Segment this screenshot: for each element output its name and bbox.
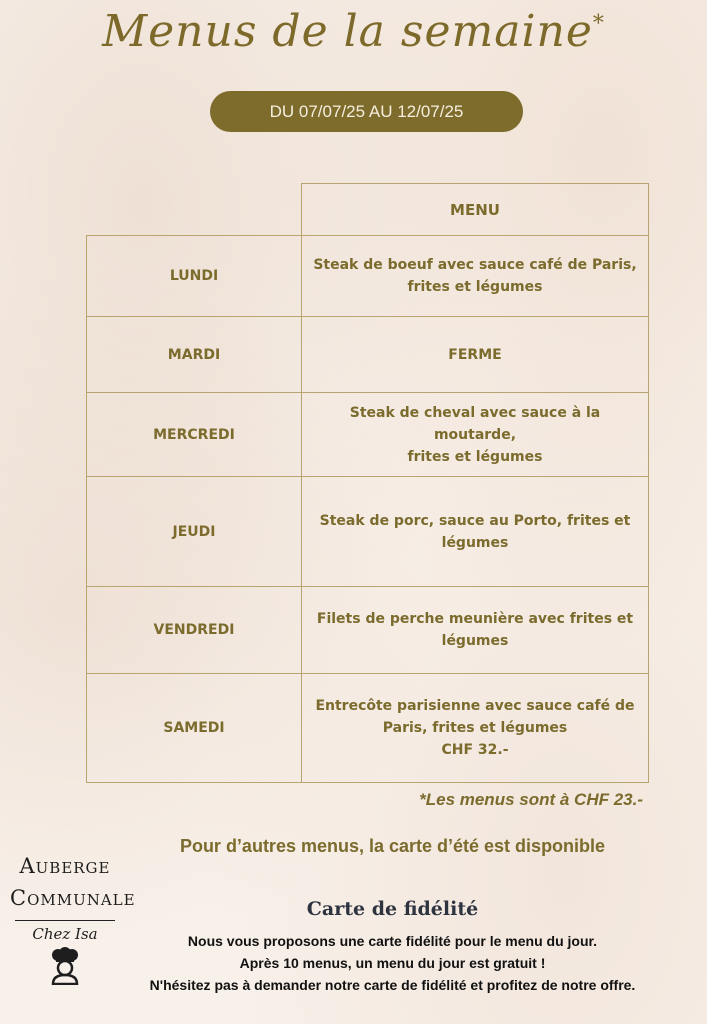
day-cell: MERCREDI (87, 393, 302, 477)
logo-divider (15, 920, 115, 921)
table-row (87, 236, 649, 317)
menu-cell: FERME (302, 317, 649, 393)
logo-line-auberge: Auberge (19, 854, 111, 878)
logo-line-communale: Communale (10, 886, 136, 910)
weekly-menu-table (86, 183, 649, 783)
loyalty-card-text: Nous vous proposons une carte fidélité pour le menu du jour. Après 10 menus, un menu du jour est gratuit ! N'hésitez pas à demander notre carte de fidélité et profitez de notre offre. (149, 933, 636, 993)
day-cell: SAMEDI (87, 674, 302, 783)
menu-cell: Steak de porc, sauce au Porto, frites et légumes (302, 477, 649, 587)
summer-menu-note: Pour d’autres menus, la carte d’été est disponible (179, 836, 606, 856)
date-range-text: DU 07/07/25 AU 12/07/25 (269, 101, 464, 121)
page-title: Menus de la semaine* (102, 6, 605, 57)
price-note: *Les menus sont à CHF 23.- (419, 790, 643, 809)
header-empty-cell (87, 184, 302, 236)
menu-cell: Filets de perche meunière avec frites et légumes (302, 587, 649, 674)
date-range-badge (210, 91, 523, 132)
day-cell: VENDREDI (87, 587, 302, 674)
logo-line-chez-isa: Chez Isa (32, 925, 98, 943)
menu-cell: Steak de cheval avec sauce à la moutarde, frites et légumes (302, 393, 649, 477)
day-cell: LUNDI (87, 236, 302, 317)
menu-cell: Steak de boeuf avec sauce café de Paris, frites et légumes (302, 236, 649, 317)
loyalty-card-title: Carte de fidélité (306, 898, 479, 920)
table-row (87, 477, 649, 587)
menu-cell: Entrecôte parisienne avec sauce café de Paris, frites et légumes CHF 32.- (302, 674, 649, 783)
table-row (87, 587, 649, 674)
day-cell: JEUDI (87, 477, 302, 587)
title-asterisk: * (592, 11, 605, 37)
table-row (87, 317, 649, 393)
table-row (87, 393, 649, 477)
menu-column-header: MENU (302, 184, 649, 236)
table-row (87, 674, 649, 783)
day-cell: MARDI (87, 317, 302, 393)
table-header-row (87, 184, 649, 236)
